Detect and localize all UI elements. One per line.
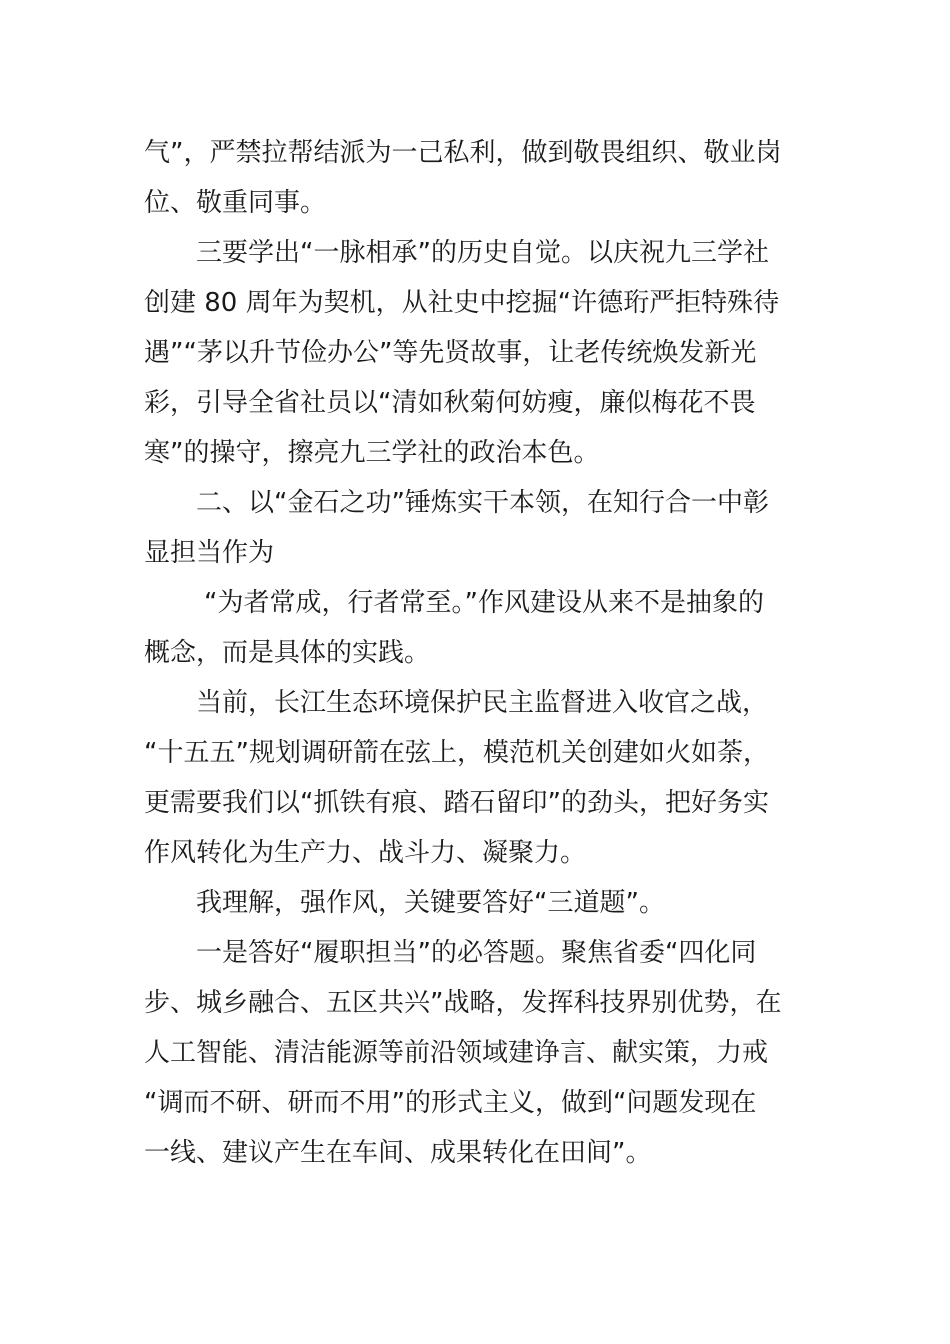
document-body — [144, 128, 794, 1178]
section-heading-line: 显担当作为 — [144, 538, 275, 568]
paragraph-start-line: 三要学出“一脉相承”的历史自觉。以庆祝九三学社 — [196, 238, 769, 268]
text-line: 概念，而是具体的实践。 — [144, 638, 431, 668]
text-line: 气”，严禁拉帮结派为一己私利，做到敬畏组织、敬业岗 — [144, 138, 782, 168]
text-line: “十五五”规划调研箭在弦上，模范机关创建如火如荼， — [144, 738, 769, 768]
text-line: 步、城乡融合、五区共兴”战略，发挥科技界别优势，在 — [144, 988, 782, 1018]
text-line: “调而不研、研而不用”的形式主义，做到“问题发现在 — [144, 1088, 757, 1118]
paragraph-start-line: 当前，长江生态环境保护民主监督进入收官之战， — [196, 688, 769, 718]
text-line: 遇”“茅以升节俭办公”等先贤故事，让老传统焕发新光 — [144, 338, 757, 368]
text-line: 寒”的操守，擦亮九三学社的政治本色。 — [144, 438, 600, 468]
paragraph-start-line: 我理解，强作风，关键要答好“三道题”。 — [196, 888, 665, 918]
text-line: 更需要我们以“抓铁有痕、踏石留印”的劲头，把好务实 — [144, 788, 769, 818]
text-line: 人工智能、清洁能源等前沿领域建诤言、献实策，力戒 — [144, 1038, 769, 1068]
section-heading-line: 二、以“金石之功”锤炼实干本领，在知行合一中彰 — [196, 488, 769, 518]
paragraph-start-line: “为者常成，行者常至。”作风建设从来不是抽象的 — [204, 588, 764, 618]
text-line: 彩，引导全省社员以“清如秋菊何妨瘦，廉似梅花不畏 — [144, 388, 756, 418]
text-line: 创建 80 周年为契机，从社史中挖掘“许德珩严拒特殊待 — [144, 288, 780, 318]
paragraph-start-line: 一是答好“履职担当”的必答题。聚焦省委“四化同 — [196, 938, 757, 968]
text-line: 位、敬重同事。 — [144, 188, 327, 218]
text-line: 作风转化为生产力、战斗力、凝聚力。 — [144, 838, 587, 868]
text-line: 一线、建议产生在车间、成果转化在田间”。 — [144, 1138, 652, 1168]
